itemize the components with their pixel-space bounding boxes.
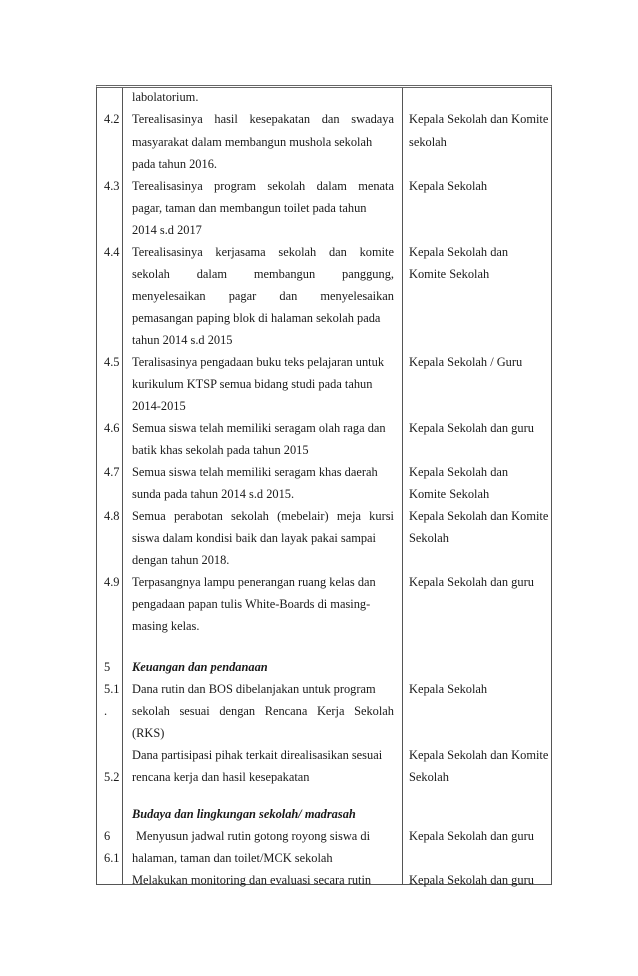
row-responsible: Kepala Sekolah dan Komite bbox=[409, 748, 549, 762]
row-desc-line: tahun 2014 s.d 2015 bbox=[132, 333, 233, 347]
word: Terealisasinya bbox=[132, 112, 203, 126]
row-number: 4.2 bbox=[104, 112, 120, 126]
row-desc-line: labolatorium. bbox=[132, 90, 199, 104]
word: dan bbox=[328, 245, 347, 259]
row-responsible: Kepala Sekolah dan guru bbox=[409, 575, 534, 589]
row-responsible: Sekolah bbox=[409, 770, 449, 784]
row-number: 4.9 bbox=[104, 575, 120, 589]
row-desc-line bbox=[132, 509, 394, 524]
word: panggung, bbox=[342, 267, 394, 281]
row-desc-line: rencana kerja dan hasil kesepakatan bbox=[132, 770, 310, 784]
word: dan bbox=[279, 289, 298, 303]
word: membangun bbox=[253, 267, 316, 281]
row-number: 5.2 bbox=[104, 770, 120, 784]
row-desc-line: Dana rutin dan BOS dibelanjakan untuk program bbox=[132, 682, 376, 696]
row-desc-line: pemasangan paping blok di halaman sekolah pada bbox=[132, 311, 381, 325]
word: pagar bbox=[228, 289, 257, 303]
word: sekolah bbox=[231, 509, 269, 523]
word: kerjasama bbox=[215, 245, 266, 259]
word: komite bbox=[359, 245, 394, 259]
row-desc-line bbox=[132, 289, 394, 304]
row-desc-line: 2014-2015 bbox=[132, 399, 186, 413]
row-responsible: Kepala Sekolah dan guru bbox=[409, 873, 534, 887]
section-number: 5 bbox=[104, 660, 111, 674]
row-desc-line bbox=[132, 245, 394, 260]
word: hasil bbox=[214, 112, 238, 126]
row-desc-line bbox=[132, 267, 394, 282]
row-responsible: Sekolah bbox=[409, 531, 449, 545]
word: (mebelair) bbox=[277, 509, 329, 523]
row-desc-line: pagar, taman dan membangun toilet pada tahun bbox=[132, 201, 367, 215]
row-desc-line bbox=[132, 179, 394, 194]
row-number: 5.1 bbox=[104, 682, 120, 696]
word: dalam bbox=[316, 179, 347, 193]
row-responsible: Komite Sekolah bbox=[409, 487, 490, 501]
row-responsible: Kepala Sekolah bbox=[409, 682, 488, 696]
row-desc-line: dengan tahun 2018. bbox=[132, 553, 230, 567]
row-desc-line: Menyusun jadwal rutin gotong royong siswa di bbox=[136, 829, 371, 843]
row-number: 4.3 bbox=[104, 179, 120, 193]
row-desc-line bbox=[132, 704, 394, 719]
row-number: 4.7 bbox=[104, 465, 120, 479]
row-responsible: Kepala Sekolah dan Komite bbox=[409, 112, 549, 126]
section-number: 6 bbox=[104, 829, 111, 843]
row-desc-line: pada tahun 2016. bbox=[132, 157, 217, 171]
row-desc-line: pengadaan papan tulis White-Boards di masing- bbox=[132, 597, 371, 611]
row-desc-line: halaman, taman dan toilet/MCK sekolah bbox=[132, 851, 333, 865]
row-responsible: Kepala Sekolah dan guru bbox=[409, 421, 534, 435]
word: sekolah bbox=[278, 245, 317, 259]
column-divider bbox=[122, 88, 123, 884]
row-desc-line: siswa dalam kondisi baik dan layak pakai sampai bbox=[132, 531, 376, 545]
row-responsible: Kepala Sekolah / Guru bbox=[409, 355, 523, 369]
row-number: 4.5 bbox=[104, 355, 120, 369]
row-number: 4.4 bbox=[104, 245, 120, 259]
word: Rencana bbox=[264, 704, 308, 718]
word: Kerja bbox=[316, 704, 345, 718]
word: program bbox=[214, 179, 257, 193]
row-desc-line: 2014 s.d 2017 bbox=[132, 223, 202, 237]
section-title: Budaya dan lingkungan sekolah/ madrasah bbox=[132, 807, 356, 821]
row-desc-line: Dana partisipasi pihak terkait direalisasikan sesuai bbox=[132, 748, 383, 762]
row-responsible: Kepala Sekolah dan bbox=[409, 245, 509, 259]
section-title: Keuangan dan pendanaan bbox=[132, 660, 268, 674]
word: dengan bbox=[219, 704, 256, 718]
row-desc-line: batik khas sekolah pada tahun 2015 bbox=[132, 443, 309, 457]
word: sekolah bbox=[132, 704, 170, 718]
word: swadaya bbox=[351, 112, 394, 126]
word: perabotan bbox=[173, 509, 223, 523]
word: Terealisasinya bbox=[132, 179, 203, 193]
word: dalam bbox=[196, 267, 228, 281]
row-responsible: Kepala Sekolah dan bbox=[409, 465, 509, 479]
row-desc-line: Melakukan monitoring dan evaluasi secara rutin bbox=[132, 873, 372, 887]
row-desc-line: Terpasangnya lampu penerangan ruang kelas dan bbox=[132, 575, 376, 589]
word: kesepakatan bbox=[249, 112, 311, 126]
word: sekolah bbox=[267, 179, 306, 193]
row-desc-line: Semua siswa telah memiliki seragam olah raga dan bbox=[132, 421, 386, 435]
word: dan bbox=[321, 112, 340, 126]
row-desc-line: kurikulum KTSP semua bidang studi pada tahun bbox=[132, 377, 373, 391]
row-responsible: Komite Sekolah bbox=[409, 267, 490, 281]
word: meja bbox=[336, 509, 361, 523]
row-desc-line: masing kelas. bbox=[132, 619, 200, 633]
row-number: 4.8 bbox=[104, 509, 120, 523]
row-desc-line: sunda pada tahun 2014 s.d 2015. bbox=[132, 487, 295, 501]
row-number: 4.6 bbox=[104, 421, 120, 435]
word: menyelesaikan bbox=[320, 289, 394, 303]
row-number: 6.1 bbox=[104, 851, 120, 865]
row-responsible: Kepala Sekolah bbox=[409, 179, 488, 193]
word: menata bbox=[358, 179, 394, 193]
row-desc-line: (RKS) bbox=[132, 726, 165, 740]
word: kursi bbox=[369, 509, 394, 523]
word: Terealisasinya bbox=[132, 245, 203, 259]
row-desc-line bbox=[132, 112, 394, 127]
row-responsible: sekolah bbox=[409, 135, 447, 149]
row-desc-line: masyarakat dalam membangun mushola sekolah bbox=[132, 135, 373, 149]
word: sekolah bbox=[132, 267, 170, 281]
word: sesuai bbox=[179, 704, 210, 718]
row-number-suffix: . bbox=[104, 704, 108, 718]
row-responsible: Kepala Sekolah dan Komite bbox=[409, 509, 549, 523]
word: menyelesaikan bbox=[132, 289, 206, 303]
word: Sekolah bbox=[354, 704, 394, 718]
word: Semua bbox=[132, 509, 166, 523]
row-desc-line: Semua siswa telah memiliki seragam khas daerah bbox=[132, 465, 378, 479]
column-divider bbox=[402, 88, 403, 884]
row-responsible: Kepala Sekolah dan guru bbox=[409, 829, 534, 843]
row-desc-line: Teralisasinya pengadaan buku teks pelajaran untuk bbox=[132, 355, 385, 369]
